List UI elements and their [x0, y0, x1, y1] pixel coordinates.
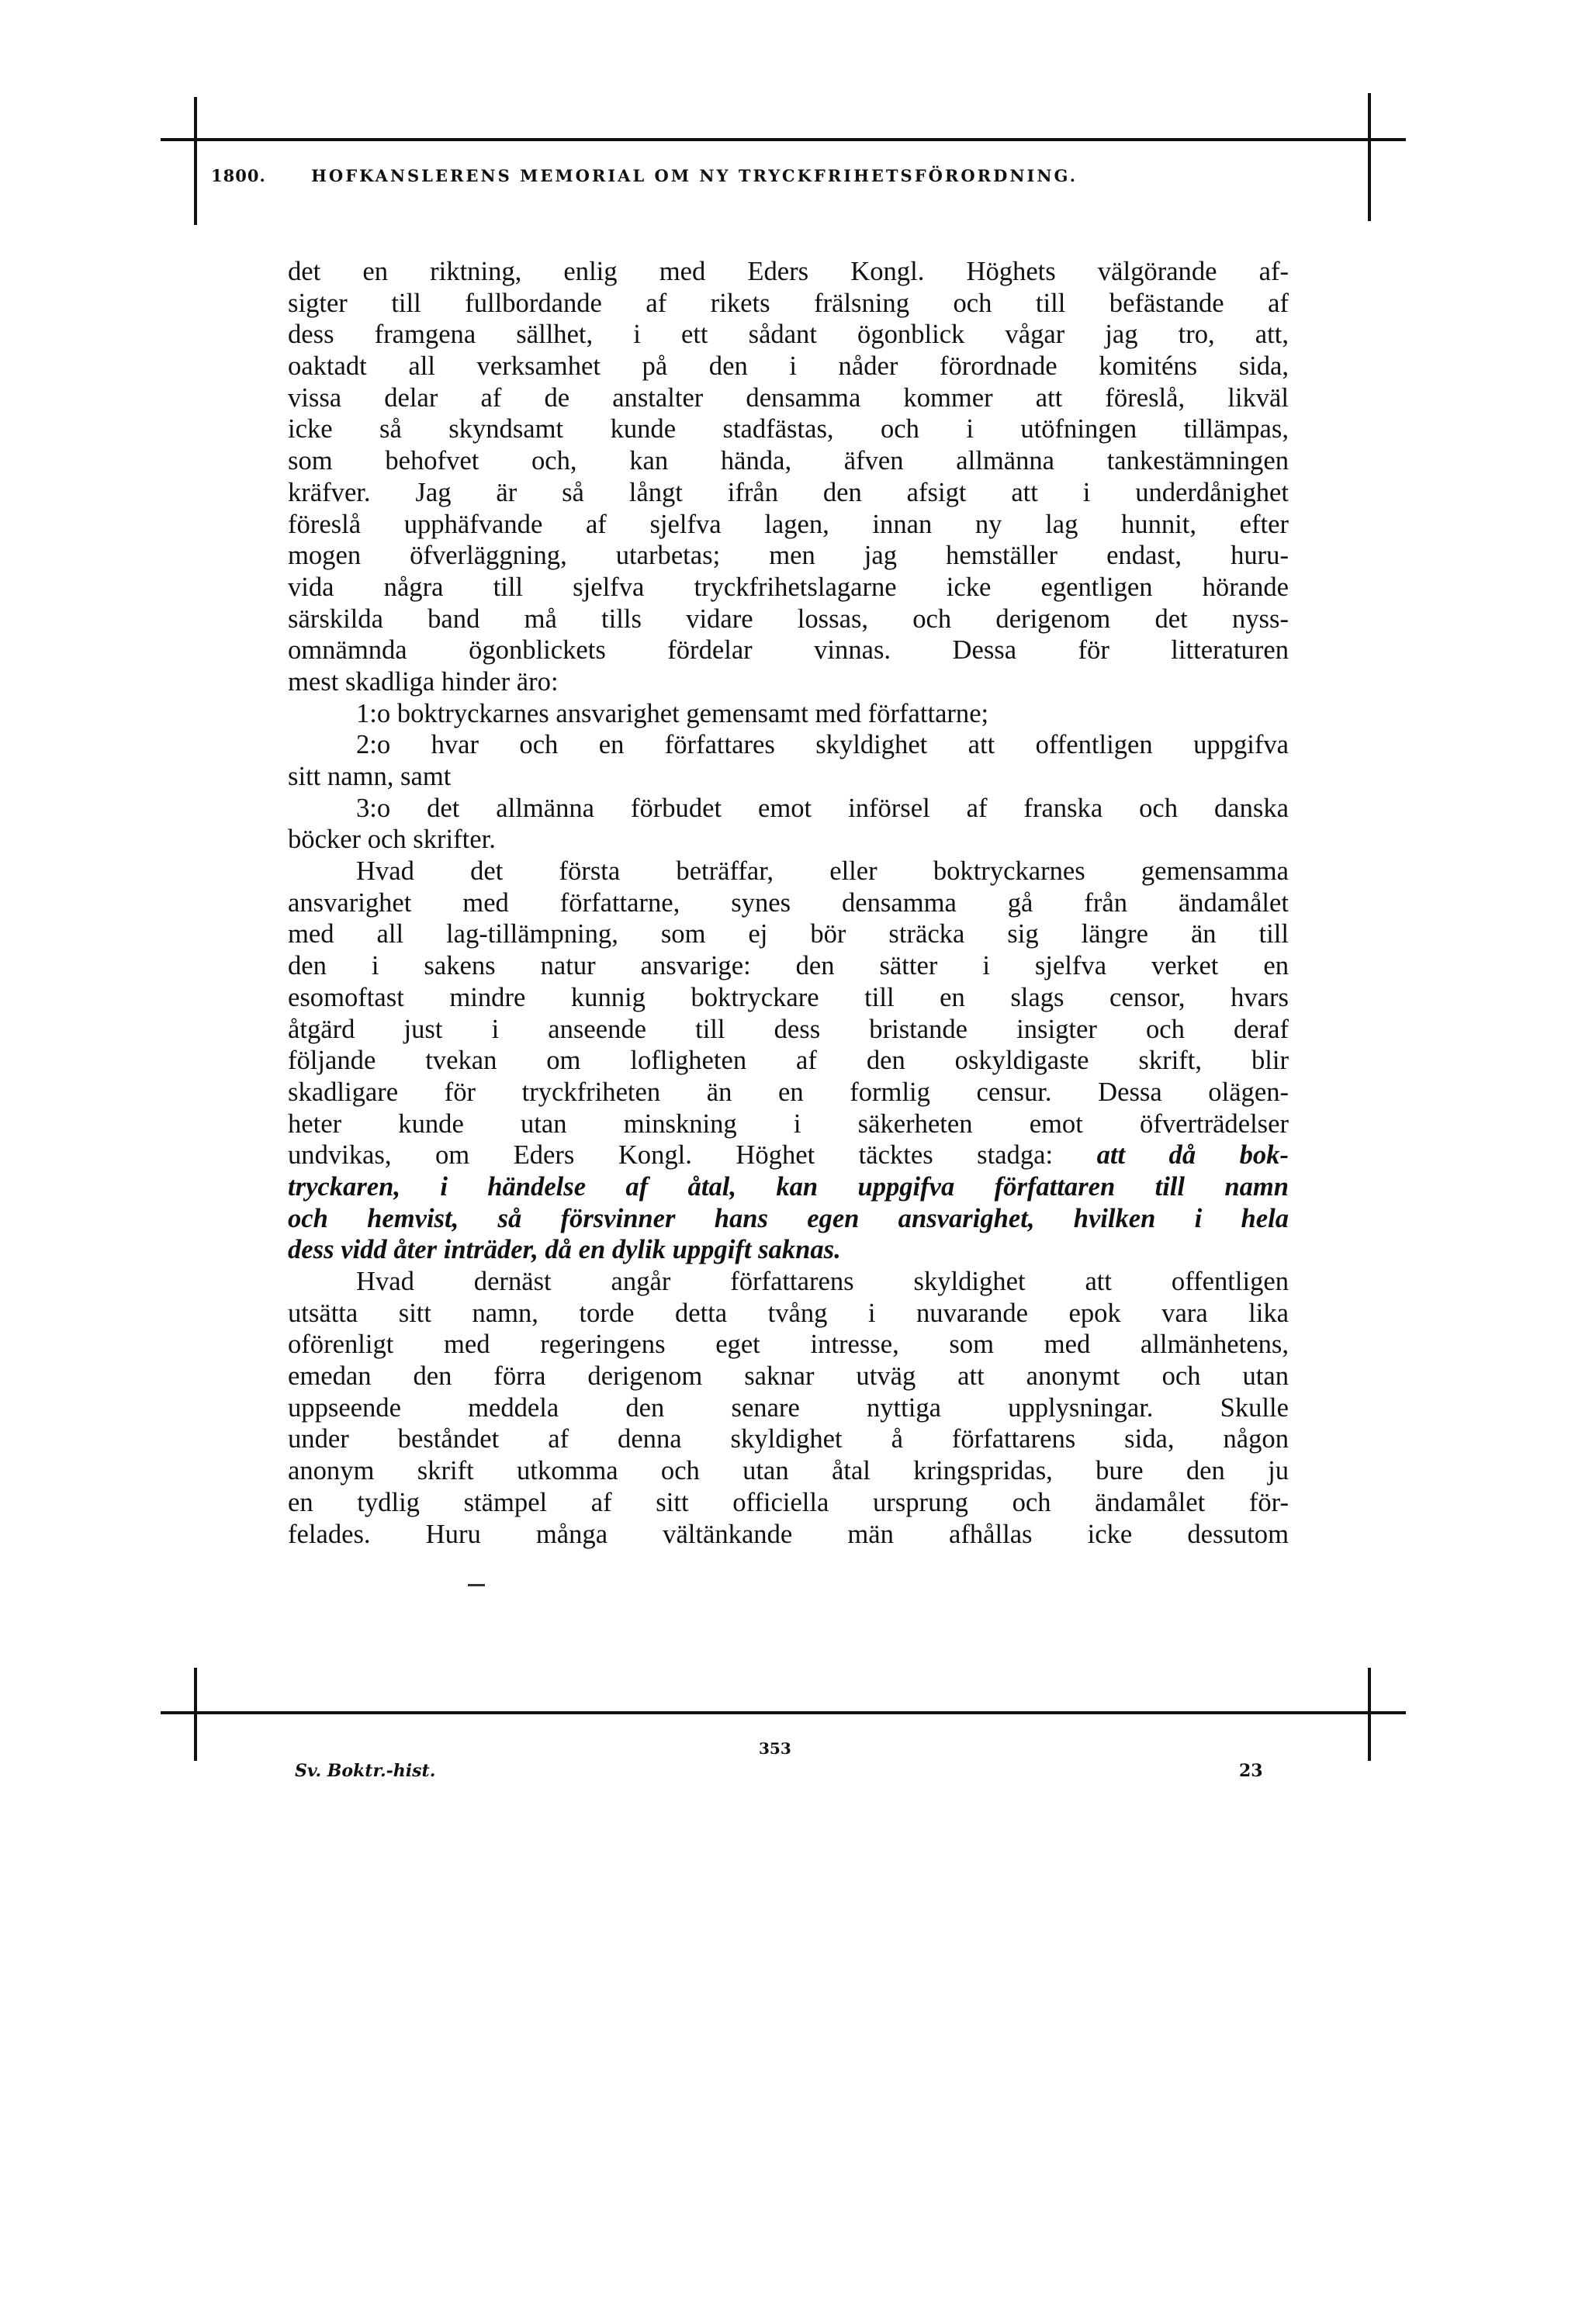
page-number: 353: [759, 1739, 791, 1758]
text-line-italic-part: att då bok-: [1096, 1140, 1289, 1171]
text-line: föreslå upphäfvande af sjelfva lagen, innan ny lag hunnit, efter: [288, 509, 1289, 539]
text-line: esomoftast mindre kunnig boktryckare till en slags censor, hvars: [288, 982, 1289, 1012]
text-line: emedan den förra derigenom saknar utväg att anonymt och utan: [288, 1361, 1289, 1392]
left-crop-mark-top: [194, 97, 197, 225]
text-line: heter kunde utan minskning i säkerheten emot öfverträdelser: [288, 1108, 1289, 1139]
text-line: vissa delar af de anstalter densamma kommer att föreslå, likväl: [288, 382, 1289, 413]
text-line: kräfver. Jag är så långt ifrån den afsigt att i underdånighet: [288, 477, 1289, 507]
text-line: vida några till sjelfva tryckfrihetslagarne icke egentligen hörande: [288, 572, 1289, 602]
paragraph-start: Hvad det första beträffar, eller boktryckarnes gemensamma: [356, 856, 1289, 887]
text-line: uppseende meddela den senare nyttiga upplysningar. Skulle: [288, 1392, 1289, 1423]
text-line: mogen öfverläggning, utarbetas; men jag hemställer endast, huru-: [288, 541, 1289, 571]
text-line: under beståndet af denna skyldighet å författarens sida, någon: [288, 1424, 1289, 1454]
text-line: oaktadt all verksamhet på den i nåder förordnade komiténs sida,: [288, 351, 1289, 382]
italic-line: tryckaren, i händelse af åtal, kan uppgifva författaren till namn: [288, 1171, 1289, 1202]
sheet-number: 23: [1239, 1761, 1263, 1781]
text-line: mest skadliga hinder äro:: [288, 666, 559, 697]
text-line: dess framgena sällhet, i ett sådant ögonblick vågar jag tro, att,: [288, 320, 1289, 350]
text-line: omnämnda ögonblickets fördelar vinnas. Dessa för litteraturen: [288, 635, 1289, 666]
header-year: 1800.: [211, 166, 266, 185]
header-title: HOFKANSLERENS MEMORIAL OM NY TRYCKFRIHETSFÖRORDNING.: [311, 166, 1078, 185]
footer-signature: Sv. Boktr.-hist.: [295, 1761, 436, 1781]
text-line: den i sakens natur ansvarige: den sätter i sjelfva verket en: [288, 951, 1289, 981]
text-line: som behofvet och, kan hända, äfven allmänna tankestämningen: [288, 446, 1289, 476]
text-line: böcker och skrifter.: [288, 825, 496, 855]
italic-line: och hemvist, så försvinner hans egen ansvarighet, hvilken i hela: [288, 1203, 1289, 1233]
text-line: sitt namn, samt: [288, 762, 452, 791]
italic-line: dess vidd åter inträder, då en dylik uppgift saknas.: [288, 1235, 841, 1265]
text-line: ansvarighet med författarne, synes densamma gå från ändamålet: [288, 887, 1289, 918]
list-item: 2:o hvar och en författares skyldighet att offentligen uppgifva: [356, 730, 1289, 760]
right-crop-mark-bottom: [1368, 1668, 1371, 1761]
text-line: åtgärd just i anseende till dess bristande insigter och deraf: [288, 1014, 1289, 1044]
text-line: en tydlig stämpel af sitt officiella ursprung och ändamålet för-: [288, 1487, 1289, 1517]
list-item: 1:o boktryckarnes ansvarighet gemensamt med författarne;: [356, 698, 989, 728]
text-line: anonym skrift utkomma och utan åtal kringspridas, bure den ju: [288, 1456, 1289, 1486]
body-text: [288, 256, 1289, 1550]
bottom-border-rule: [161, 1711, 1406, 1714]
running-head: [211, 166, 1390, 185]
text-line: utsätta sitt namn, torde detta tvång i nuvarande epok vara lika: [288, 1298, 1289, 1328]
text-line: följande tvekan om lofligheten af den oskyldigaste skrift, blir: [288, 1046, 1289, 1076]
catchword-dash: [468, 1584, 485, 1586]
list-item: 3:o det allmänna förbudet emot införsel af franska och danska: [356, 793, 1289, 823]
text-line: skadligare för tryckfriheten än en formlig censur. Dessa olägen-: [288, 1077, 1289, 1107]
paragraph-start: Hvad dernäst angår författarens skyldighet att offentligen: [356, 1267, 1289, 1296]
text-line: oförenligt med regeringens eget intresse, som med allmänhetens,: [288, 1330, 1289, 1360]
text-line: särskilda band må tills vidare lossas, och derigenom det nyss-: [288, 603, 1289, 634]
text-line: sigter till fullbordande af rikets frälsning och till befästande af: [288, 288, 1289, 318]
right-crop-mark-top: [1368, 93, 1371, 221]
top-border-rule: [161, 138, 1406, 141]
left-crop-mark-bottom: [194, 1668, 197, 1761]
text-line: icke så skyndsamt kunde stadfästas, och i utöfningen tillämpas,: [288, 414, 1289, 444]
text-line-mixed: [288, 1140, 1289, 1171]
text-line: med all lag-tillämpning, som ej bör sträcka sig längre än till: [288, 919, 1289, 949]
text-line: det en riktning, enlig med Eders Kongl. Höghets välgörande af-: [288, 257, 1289, 286]
text-line: felades. Huru många vältänkande män afhållas icke dessutom: [288, 1519, 1289, 1549]
text-line-roman-part: undvikas, om Eders Kongl. Höghet täcktes stadga:: [288, 1140, 1054, 1171]
